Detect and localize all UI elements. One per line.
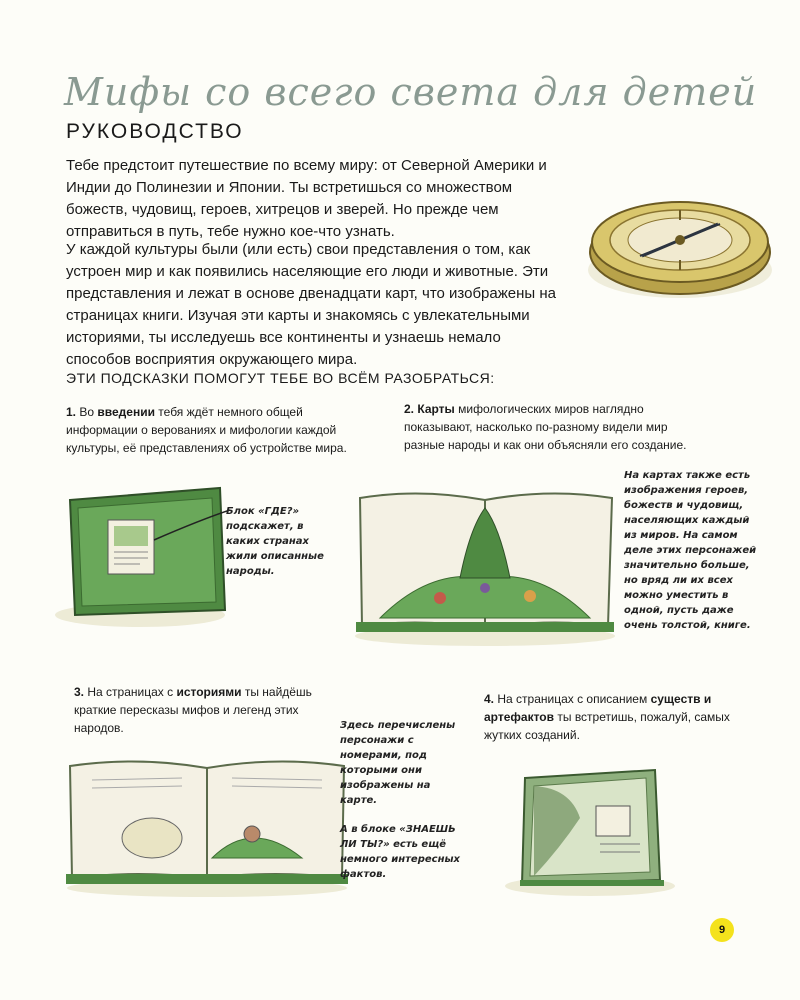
step-2-bold: Карты (417, 402, 455, 416)
page-number-badge: 9 (710, 918, 734, 942)
step-2-number: 2. (404, 402, 415, 416)
stories-book-illustration (62, 738, 352, 898)
step-3-text: ты найдёшь краткие пересказы мифов и легенд этих народов. (74, 685, 312, 735)
intro-paragraph-2: У каждой культуры были (или есть) свои представления о том, как устроен мир и как появились населяющие его люди и животные. Эти представления и лежат в основе двенадцати карт, что изображены на страницах книги. Изучая эти карты и знакомясь с увлекательными историями, ты исследуешь все континенты и узнаешь немало способов восприятия окружающего мира. (66, 241, 556, 368)
compass-illustration (580, 180, 780, 310)
step-4-pre: На страницах с описанием (497, 692, 648, 706)
page-title: Мифы со всего света для детей (64, 70, 758, 114)
step-1-text: тебя ждёт немного общей информации о верованиях и мифологии каждой культуры, её представлениях об устройстве мира. (66, 405, 347, 455)
maps-note: На картах также есть изображения героев, божеств и чудовищ, населяющих каждый из миров. На самом деле этих персонажей значительно больше, но вряд ли их всех можно уместить в одной, пусть даже очень толстой, книге. (624, 470, 757, 631)
did-you-know-note: А в блоке «ЗНАЕШЬ ЛИ ТЫ?» есть ещё немного интересных фактов. (340, 824, 460, 880)
hint-step-3 (74, 683, 334, 737)
maps-book-illustration (350, 468, 620, 648)
characters-note: Здесь перечислены персонажи с номерами, под которыми они изображены на карте. (340, 720, 456, 806)
step-4-bold-2: артефактов (484, 710, 555, 724)
step-3-bold: историями (176, 685, 242, 699)
step-1-pre: Во (79, 405, 95, 419)
intro-paragraph-1: Тебе предстоит путешествие по всему миру: от Северной Америки и Индии до Полинезии и Японии. Ты встретишься со множеством божеств, чудовищ, героев, хитрецов и зверей. Но прежде чем отправиться в путь, тебе нужно кое-что узнать. (66, 157, 547, 240)
hints-heading: ЭТИ ПОДСКАЗКИ ПОМОГУТ ТЕБЕ ВО ВСЁМ РАЗОБРАТЬСЯ: (66, 370, 495, 386)
introduction-book-illustration (50, 480, 230, 630)
step-2-text: мифологических миров наглядно показывают, насколько по-разному видели мир разные народы и как они объясняли его создание. (404, 402, 687, 452)
hint-step-2 (404, 400, 704, 454)
hint-step-1 (66, 403, 376, 457)
page-subtitle: РУКОВОДСТВО (66, 120, 244, 143)
hint-step-4 (484, 690, 754, 744)
step-3-number: 3. (74, 685, 85, 699)
step-4-text: ты встретишь, пожалуй, самых жутких созданий. (484, 710, 730, 742)
step-4-and: и (703, 692, 712, 706)
step-4-bold-1: существ (650, 692, 701, 706)
step-3-pre: На страницах с (87, 685, 174, 699)
step-4-number: 4. (484, 692, 495, 706)
creatures-book-illustration (500, 758, 680, 898)
where-block-note: Блок «ГДЕ?» подскажет, в каких странах жили описанные народы. (226, 506, 324, 577)
step-1-number: 1. (66, 405, 77, 419)
step-1-bold: введении (97, 405, 155, 419)
